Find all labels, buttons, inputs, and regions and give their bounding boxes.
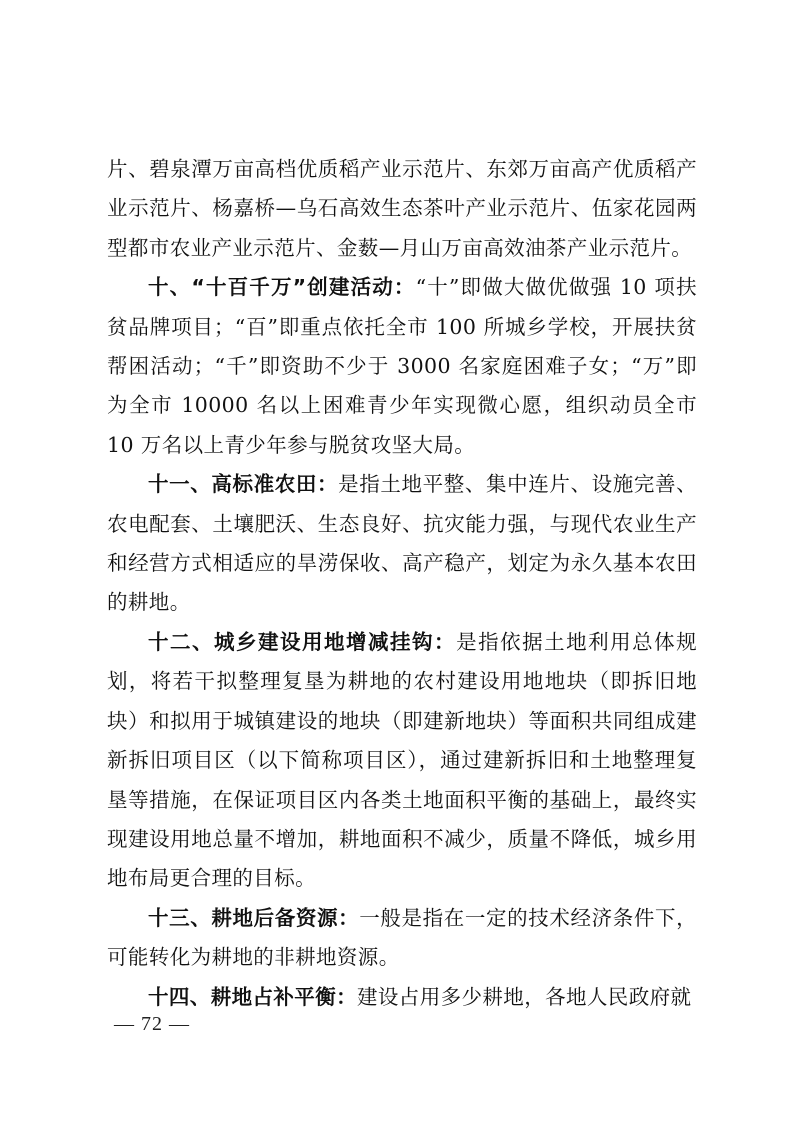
document-body: [107, 150, 697, 1017]
paragraph-text: 是指土地平整、集中连片、设施完善、农电配套、土壤肥沃、生态良好、抗灾能力强，与现代农业生产和经营方式相适应的旱涝保收、高产稳产，划定为永久基本农田的耕地。: [107, 472, 697, 615]
paragraph-high-standard-farmland: [107, 465, 697, 623]
paragraph-continuation: [107, 150, 697, 268]
paragraph-land-linkage: [107, 623, 697, 899]
paragraph-text: 建设占用多少耕地，各地人民政府就: [357, 984, 692, 1009]
paragraph-text: 片、碧泉潭万亩高档优质稻产业示范片、东郊万亩高产优质稻产业示范片、杨嘉桥—乌石高效生态茶叶产业示范片、伍家花园两型都市农业产业示范片、金薮—月山万亩高效油茶产业示范片。: [107, 157, 697, 260]
page-number: — 72 —: [114, 1013, 190, 1035]
paragraph-text: 一般是指在一定的技术经济条件下，可能转化为耕地的非耕地资源。: [107, 905, 698, 970]
paragraph-text: 是指依据土地利用总体规划，将若干拟整理复垦为耕地的农村建设用地地块（即拆旧地块）和拟用于城镇建设的地块（即建新地块）等面积共同组成建新拆旧项目区（以下简称项目区），通过建新拆旧和土地整理复垦等措施，在保证项目区内各类土地面积平衡的基础上，最终实现建设用地总量不增加，耕地面积不减少，质量不降低，城乡用地布局更合理的目标。: [107, 629, 697, 891]
term-heading: 十三、耕地后备资源：: [148, 905, 360, 930]
term-heading: 十一、高标准农田：: [148, 472, 339, 497]
paragraph-occupation-balance: [107, 978, 697, 1017]
paragraph-text: “十”即做大做优做强 10 项扶贫品牌项目；“百”即重点依托全市 100 所城乡学校，开展扶贫帮困活动；“千”即资助不少于 3000 名家庭困难子女；“万”即为全市 10000 名以上困难青少年实现微心愿，组织动员全市 10 万名以上青少年参与脱贫攻坚大局。: [107, 275, 697, 457]
paragraph-reserve-resources: [107, 899, 697, 978]
term-heading: 十四、耕地占补平衡：: [148, 984, 357, 1009]
term-heading: 十二、城乡建设用地增减挂钩：: [148, 629, 457, 654]
paragraph-ten-hundred-thousand: [107, 268, 697, 465]
term-heading: 十、“十百千万”创建活动：: [148, 275, 416, 300]
